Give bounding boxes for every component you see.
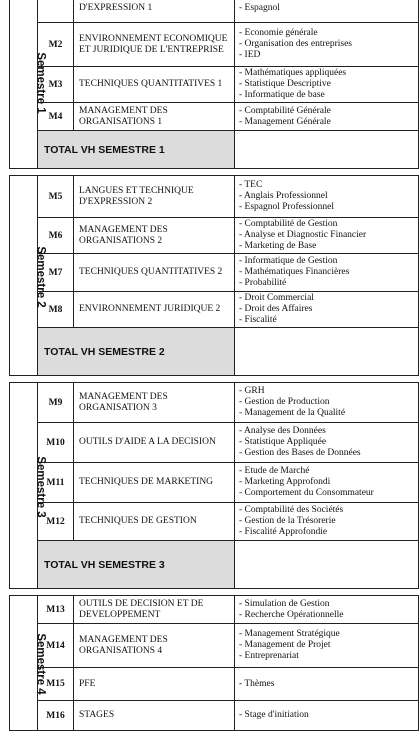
module-row bbox=[10, 254, 419, 292]
module-row bbox=[10, 423, 419, 463]
element-item: - Informatique de base bbox=[239, 90, 325, 100]
element-item: - Statistique Descriptive bbox=[239, 79, 331, 89]
module-elements bbox=[235, 383, 419, 423]
module-row bbox=[10, 624, 419, 668]
element-item: - GRH bbox=[239, 386, 265, 396]
element-item: - Thèmes bbox=[239, 678, 275, 689]
module-code: M5 bbox=[38, 176, 74, 218]
module-name: MANAGEMENT DES ORGANISATIONS 1 bbox=[74, 103, 235, 131]
semester-total-value bbox=[235, 541, 419, 589]
module-elements bbox=[235, 0, 419, 23]
element-item: - Droit des Affaires bbox=[239, 304, 313, 314]
semester-label: Semestre 3 bbox=[34, 455, 47, 518]
element-item: - Marketing de Base bbox=[239, 241, 317, 251]
module-row bbox=[10, 292, 419, 328]
element-item: - Droit Commercial bbox=[239, 293, 314, 303]
module-name: D'EXPRESSION 1 bbox=[74, 0, 235, 23]
element-item: - Mathématiques Financières bbox=[239, 267, 350, 277]
curriculum-table bbox=[9, 0, 419, 731]
module-elements bbox=[235, 218, 419, 254]
element-item: - Gestion de Production bbox=[239, 397, 330, 407]
module-elements bbox=[235, 423, 419, 463]
element-item: - Informatique de Gestion bbox=[239, 256, 338, 266]
module-code: M13 bbox=[38, 596, 74, 624]
semester-total-label: TOTAL VH SEMESTRE 2 bbox=[38, 328, 235, 376]
element-item: - Statistique Appliquée bbox=[239, 437, 327, 447]
element-item: - Comportement du Consommateur bbox=[239, 488, 374, 498]
element-item: - TEC bbox=[239, 180, 263, 190]
semester-total-value bbox=[235, 131, 419, 169]
element-item: - Simulation de Gestion bbox=[239, 598, 330, 609]
module-elements bbox=[235, 292, 419, 328]
element-item: - Analyse des Données bbox=[239, 426, 326, 436]
element-item: - Espagnol Professionnel bbox=[239, 202, 334, 212]
module-code: M2 bbox=[38, 23, 74, 67]
element-item: - Comptabilité des Sociétés bbox=[239, 505, 344, 515]
element-item: - Espagnol bbox=[239, 3, 280, 13]
element-item: - Stage d'initiation bbox=[239, 710, 309, 720]
module-row bbox=[10, 668, 419, 701]
element-item: - Organisation des entreprises bbox=[239, 39, 353, 49]
semester-total-value bbox=[235, 328, 419, 376]
element-item: - IED bbox=[239, 50, 261, 60]
module-code: M15 bbox=[38, 668, 74, 701]
module-code: M11 bbox=[38, 463, 74, 503]
element-item: - Gestion de la Trésorerie bbox=[239, 516, 336, 526]
total-row bbox=[10, 541, 419, 589]
module-row bbox=[10, 463, 419, 503]
element-item: - Entreprenariat bbox=[239, 651, 299, 661]
element-item: - Gestion des Bases de Données bbox=[239, 448, 361, 458]
module-elements bbox=[235, 103, 419, 131]
element-item: - Mathématiques appliquées bbox=[239, 68, 347, 78]
module-row bbox=[10, 383, 419, 423]
module-elements bbox=[235, 624, 419, 668]
module-name: OUTILS DE DECISION ET DE DEVELOPPEMENT bbox=[74, 596, 235, 624]
semester-gap bbox=[10, 169, 419, 176]
module-name: PFE bbox=[74, 668, 235, 701]
element-item: - Management de Projet bbox=[239, 640, 331, 650]
module-name: MANAGEMENT DES ORGANISATIONS 2 bbox=[74, 218, 235, 254]
semester-cell bbox=[10, 596, 47, 731]
module-elements bbox=[235, 176, 419, 218]
module-name: MANAGEMENT DES ORGANISATION 3 bbox=[74, 383, 235, 423]
module-code: M14 bbox=[38, 624, 74, 668]
module-row bbox=[10, 596, 419, 624]
module-elements bbox=[235, 23, 419, 67]
semester-total-label: TOTAL VH SEMESTRE 3 bbox=[38, 541, 235, 589]
element-item: - Etude de Marché bbox=[239, 466, 310, 476]
semester-cell bbox=[10, 383, 47, 589]
semester-cell bbox=[10, 0, 47, 169]
module-row bbox=[10, 218, 419, 254]
element-item: - Management de la Qualité bbox=[239, 408, 346, 418]
module-elements bbox=[235, 254, 419, 292]
module-row bbox=[10, 503, 419, 541]
semester-gap-cell bbox=[10, 169, 419, 176]
module-row bbox=[10, 701, 419, 731]
element-item: - Marketing Approfondi bbox=[239, 477, 331, 487]
semester-gap bbox=[10, 376, 419, 383]
semester-label: Semestre 2 bbox=[34, 245, 47, 308]
element-item: - Management Stratégique bbox=[239, 629, 340, 639]
module-code: M16 bbox=[38, 701, 74, 731]
module-elements bbox=[235, 701, 419, 731]
module-name: TECHNIQUES QUANTITATIVES 1 bbox=[74, 67, 235, 103]
module-code: M6 bbox=[38, 218, 74, 254]
element-item: - Analyse et Diagnostic Financier bbox=[239, 230, 367, 240]
module-row bbox=[10, 103, 419, 131]
module-name: ENVIRONNEMENT JURIDIQUE 2 bbox=[74, 292, 235, 328]
module-name: LANGUES ET TECHNIQUE D'EXPRESSION 2 bbox=[74, 176, 235, 218]
module-elements bbox=[235, 596, 419, 624]
element-item: - Recherche Opérationnelle bbox=[239, 609, 344, 620]
element-item: - Fiscalité Approfondie bbox=[239, 527, 328, 537]
semester-gap bbox=[10, 589, 419, 596]
module-code: M4 bbox=[38, 103, 74, 131]
module-row bbox=[10, 176, 419, 218]
module-name: TECHNIQUES DE MARKETING bbox=[74, 463, 235, 503]
module-row bbox=[10, 0, 419, 23]
module-code: M10 bbox=[38, 423, 74, 463]
module-elements bbox=[235, 503, 419, 541]
element-item: - Fiscalité bbox=[239, 315, 277, 325]
module-code: M7 bbox=[38, 254, 74, 292]
element-item: - Comptabilité Générale bbox=[239, 105, 331, 116]
module-code bbox=[38, 0, 74, 23]
element-item: - Anglais Professionnel bbox=[239, 191, 328, 201]
module-code: M3 bbox=[38, 67, 74, 103]
element-item: - Management Générale bbox=[239, 116, 331, 127]
module-name: STAGES bbox=[74, 701, 235, 731]
module-elements bbox=[235, 463, 419, 503]
module-name: TECHNIQUES QUANTITATIVES 2 bbox=[74, 254, 235, 292]
module-name: TECHNIQUES DE GESTION bbox=[74, 503, 235, 541]
module-code: M8 bbox=[38, 292, 74, 328]
module-name: MANAGEMENT DES ORGANISATIONS 4 bbox=[74, 624, 235, 668]
semester-gap-cell bbox=[10, 589, 419, 596]
module-elements bbox=[235, 668, 419, 701]
module-code: M9 bbox=[38, 383, 74, 423]
semester-total-label: TOTAL VH SEMESTRE 1 bbox=[38, 131, 235, 169]
module-name: OUTILS D'AIDE A LA DECISION bbox=[74, 423, 235, 463]
module-elements bbox=[235, 67, 419, 103]
semester-gap-cell bbox=[10, 376, 419, 383]
element-item: - Probabilité bbox=[239, 278, 287, 288]
module-row bbox=[10, 23, 419, 67]
semester-label: Semestre 1 bbox=[34, 51, 47, 114]
module-code: M12 bbox=[38, 503, 74, 541]
semester-label: Semestre 4 bbox=[34, 633, 47, 695]
semester-cell bbox=[10, 176, 47, 376]
module-row bbox=[10, 67, 419, 103]
total-row bbox=[10, 328, 419, 376]
element-item: - Comptabilité de Gestion bbox=[239, 219, 338, 229]
element-item: - Economie générale bbox=[239, 28, 318, 38]
module-name: ENVIRONNEMENT ECONOMIQUE ET JURIDIQUE DE L'ENTREPRISE bbox=[74, 23, 235, 67]
total-row bbox=[10, 131, 419, 169]
